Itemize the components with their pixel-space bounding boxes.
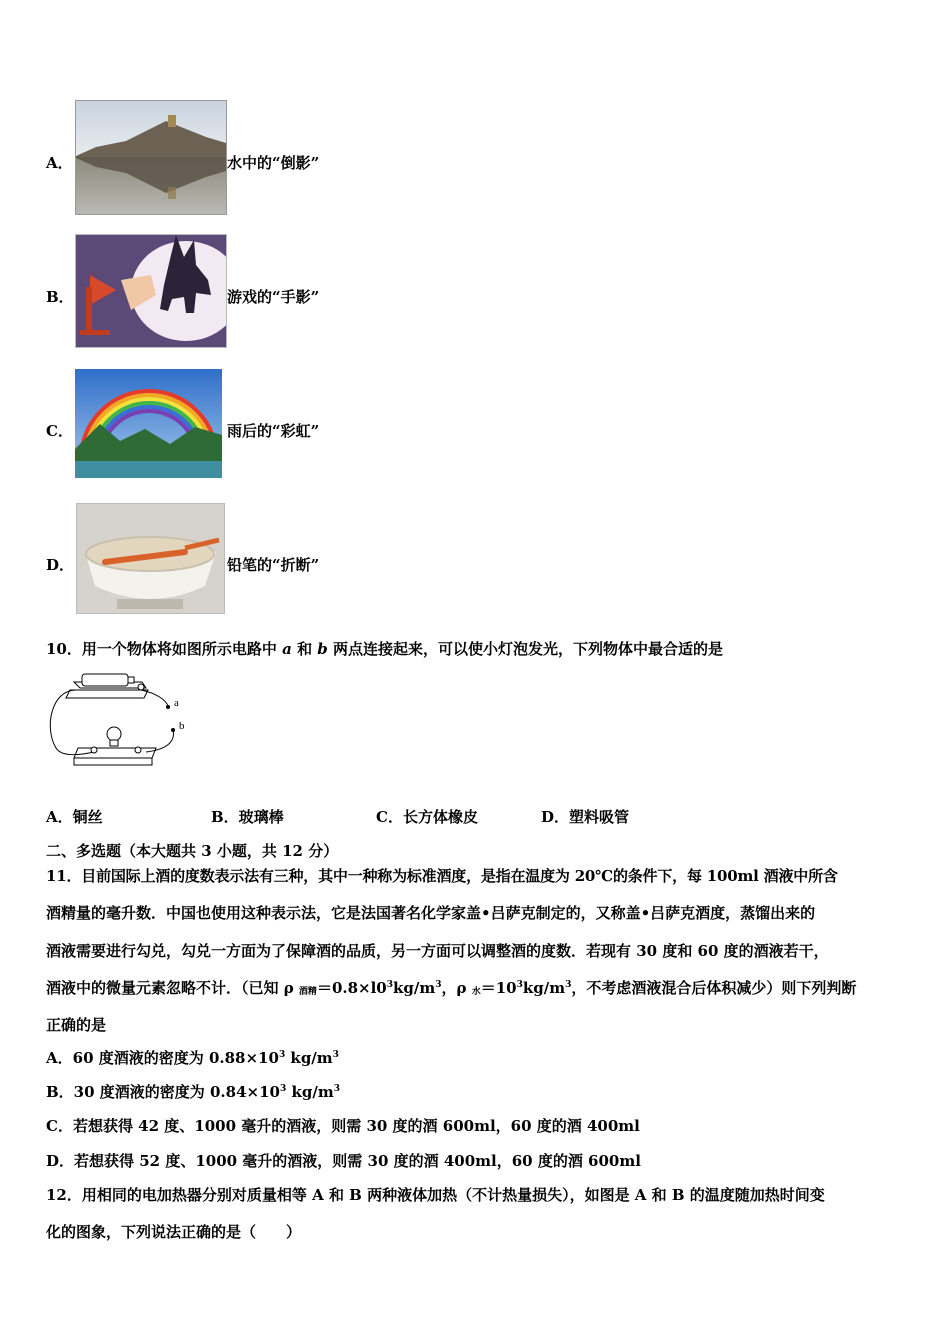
terminal-a-label: a — [174, 697, 179, 709]
q10-option-d: D．塑料吸管 — [541, 808, 630, 826]
q11-option-a: A．60 度酒液的密度为 $0.88\times 10^3$ $kg/m^3$ — [46, 1049, 339, 1067]
q11-line-1: 11．目前国际上酒的度数表示法有三种，其中一种称为标准酒度，是指在温度为 20℃的条件下，每 100ml 酒液中所含 — [46, 867, 838, 885]
circuit-diagram — [46, 668, 196, 774]
lake-reflection-picture — [75, 100, 227, 215]
q10-option-a: A．铜丝 — [46, 808, 103, 826]
q11-line-3: 酒液需要进行勾兑，勾兑一方面为了保障酒的品质，另一方面可以调整酒的度数．若现有 30 度和 60 度的酒液若干， — [46, 942, 829, 960]
q11-line-2: 酒精量的毫升数．中国也使用这种表示法，它是法国著名化学家盖•吕萨克制定的，又称盖•吕萨克酒度，蒸馏出来的 — [46, 904, 816, 922]
option-a-label: A． — [46, 154, 73, 172]
pencil-in-bowl-picture — [76, 503, 225, 614]
option-d-caption: 铅笔的“折断” — [227, 556, 320, 574]
q12-line-2: 化的图象，下列说法正确的是（ ） — [46, 1223, 302, 1241]
rainbow-picture — [75, 369, 222, 478]
q10-option-c: C．长方体橡皮 — [376, 808, 478, 826]
option-c-label: C． — [46, 422, 73, 440]
question-10-stem: 10．用一个物体将如图所示电路中 a 和 b 两点连接起来，可以使小灯泡发光，下列物体中最合适的是 — [46, 640, 724, 658]
q12-line-1: 12．用相同的电加热器分别对质量相等 A 和 B 两种液体加热（不计热量损失），如图是 A 和 B 的温度随加热时间变 — [46, 1186, 825, 1204]
hand-shadow-picture — [75, 234, 227, 348]
q11-line-5: 正确的是 — [46, 1016, 107, 1034]
q11-option-c: C．若想获得 42 度、1000 毫升的酒液，则需 30 度的酒 600ml，60 度的酒 400ml — [46, 1117, 640, 1135]
option-b-label: B． — [46, 288, 74, 306]
option-a-caption: 水中的“倒影” — [227, 154, 320, 172]
q10-option-b: B．玻璃棒 — [211, 808, 284, 826]
option-c-caption: 雨后的“彩虹” — [227, 422, 320, 440]
section-heading: 二、多选题（本大题共 3 小题，共 12 分） — [46, 842, 339, 860]
terminal-b-label: b — [179, 720, 185, 732]
q11-line-4: 酒液中的微量元素忽略不计．（已知 ρ $_{酒精}=0.8\times l0^3kg/m^3$，ρ $_水=10^3kg/m^3$，不考虑酒液混合后体积减少）则下列判断 — [46, 979, 857, 997]
q11-option-b: B．30 度酒液的密度为 $0.84\times 10^3$ $kg/m^3$ — [46, 1083, 340, 1101]
q11-option-d: D．若想获得 52 度、1000 毫升的酒液，则需 30 度的酒 400ml，60 度的酒 600ml — [46, 1152, 641, 1170]
option-d-label: D． — [46, 556, 75, 574]
option-b-caption: 游戏的“手影” — [227, 288, 320, 306]
